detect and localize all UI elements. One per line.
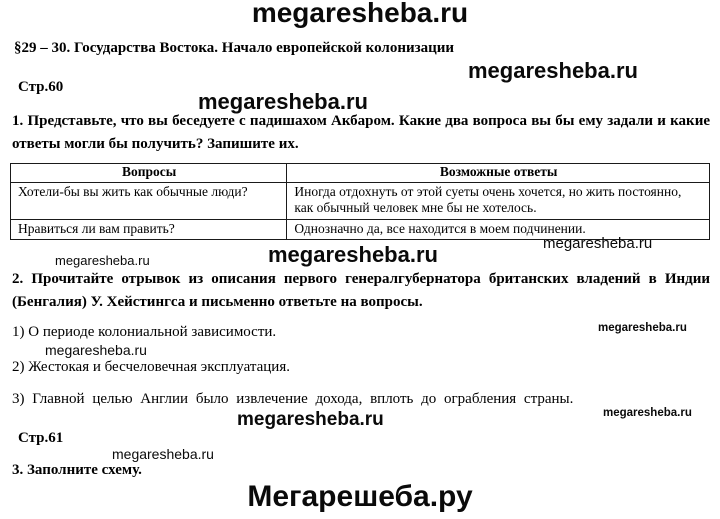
task2-answer-1: 1) О периоде колониальной зависимости. (12, 324, 277, 340)
site-watermark-bottom: Мегарешеба.ру (247, 480, 473, 513)
table-header-answers: Возможные ответы (287, 164, 710, 183)
qa-table (10, 163, 710, 240)
site-watermark-top: megaresheba.ru (251, 0, 469, 28)
task2-answer-2: 2) Жестокая и бесчеловечная эксплуатация. (12, 359, 290, 375)
task2-prompt: 2. Прочитайте отрывок из описания первого генералгубернатора британских владений в Индии (Бенгалия) У. Хейстингса и письменно ответьте на вопросы. (12, 271, 710, 310)
task3-prompt: 3. Заполните схему. (12, 462, 142, 478)
site-watermark: megaresheba.ru (112, 446, 214, 462)
site-watermark: megaresheba.ru (45, 342, 147, 358)
page-label-61: Стр.61 (18, 430, 64, 446)
site-watermark: megaresheba.ru (198, 89, 368, 114)
answer-cell: Иногда отдохнуть от этой суеты очень хочется, но жить постоянно, как обычный человек мне бы не хотелось. (287, 183, 710, 220)
task2-answer-3: 3) Главной целью Англии было извлечение дохода, вплоть до ограбления страны. (12, 391, 574, 407)
page-label-60: Стр.60 (18, 79, 64, 95)
table-header-row (11, 164, 710, 183)
table-header-questions: Вопросы (11, 164, 287, 183)
table-row (11, 183, 710, 220)
site-watermark: megaresheba.ru (468, 58, 638, 83)
question-cell: Хотели-бы вы жить как обычные люди? (11, 183, 287, 220)
site-watermark: megaresheba.ru (55, 253, 150, 268)
task1-prompt: 1. Представьте, что вы беседуете с падишахом Акбаром. Какие два вопроса вы бы ему задали и какие ответы могли бы получить? Запишите их. (12, 113, 710, 152)
section-heading: §29 – 30. Государства Востока. Начало европейской колонизации (14, 40, 455, 56)
site-watermark: megaresheba.ru (543, 235, 653, 252)
site-watermark: megaresheba.ru (598, 322, 687, 334)
site-watermark: megaresheba.ru (237, 409, 384, 430)
question-cell: Нравиться ли вам править? (11, 220, 287, 240)
site-watermark: megaresheba.ru (268, 242, 438, 267)
site-watermark: megaresheba.ru (603, 407, 692, 419)
answer-cell: Однозначно да, все находится в моем подчинении. (287, 220, 710, 240)
